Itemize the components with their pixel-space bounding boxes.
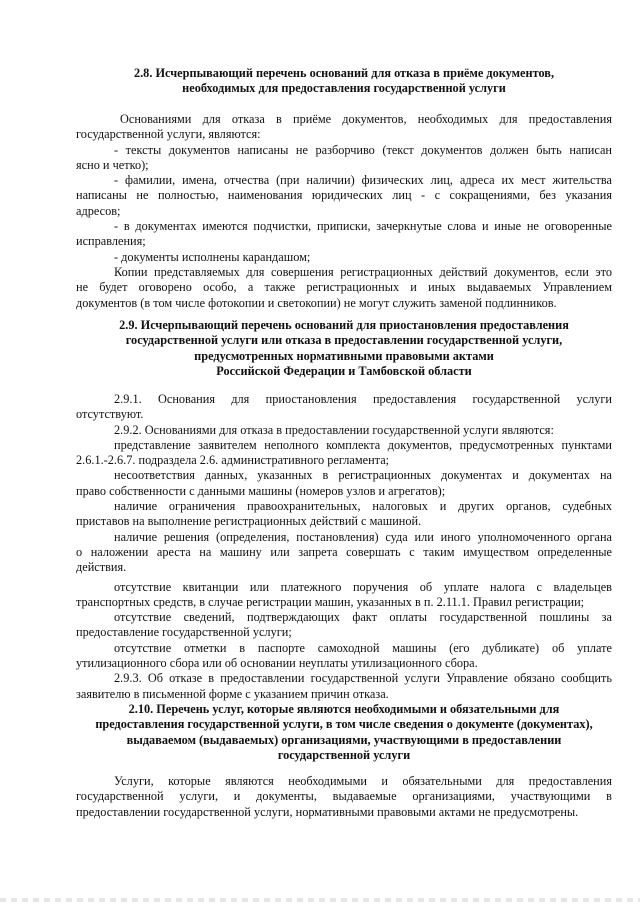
heading-line: необходимых для предоставления государственной услуги xyxy=(182,81,506,96)
paragraph-line: - тексты документов написаны не разборчиво (текст документов должен быть написан xyxy=(114,142,612,157)
paragraph-line: государственной услуги, являются: xyxy=(76,127,261,142)
paragraph-line: - документы исполнены карандашом; xyxy=(114,249,311,264)
paragraph-line: 2.6.1.-2.6.7. подраздела 2.6. административного регламента; xyxy=(76,453,390,468)
paragraph-line: 2.9.2. Основаниями для отказа в предоставлении государственной услуги являются: xyxy=(114,422,554,437)
section-2-8-heading xyxy=(76,66,612,97)
section-2-9-body xyxy=(76,392,612,702)
paragraph-line: несоответствия данных, указанных в регистрационных документах и документах на xyxy=(114,468,612,483)
paragraph-line: исправления; xyxy=(76,234,146,249)
paragraph-line: приставов на выполнение регистрационных действий с машиной. xyxy=(76,514,422,529)
paragraph-line: право собственности с данными машины (номеров узлов и агрегатов); xyxy=(76,483,446,498)
paragraph-line: предоставление государственной услуги; xyxy=(76,625,292,640)
heading-line: предусмотренных нормативными правовыми актами xyxy=(194,348,494,363)
heading-line: выдаваемом (выдаваемых) организациями, участвующими в предоставлении xyxy=(126,732,562,747)
paragraph-line: наличие решения (определения, постановления) суда или иного уполномоченного органа xyxy=(114,529,612,544)
section-2-10-heading xyxy=(76,702,612,763)
paragraph-line: заявителю в письменной форме с указанием причин отказа. xyxy=(76,686,389,701)
section-2-10-body xyxy=(76,774,612,820)
heading-line: 2.9. Исчерпывающий перечень оснований для приостановления предоставления xyxy=(119,318,569,332)
paragraph-line: отсутствие сведений, подтверждающих факт оплаты государственной пошлины за xyxy=(114,610,612,625)
paragraph-line: ясно и четко); xyxy=(76,157,149,172)
paragraph-line: отсутствуют. xyxy=(76,407,144,422)
paragraph-line: не будет оговорено особо, а также регистрационных и иных выдаваемых Управлением xyxy=(76,280,612,295)
paragraph-line: адресов; xyxy=(76,203,121,218)
paragraph-line: 2.9.3. Об отказе в предоставлении государственной услуги Управление обязано сообщить xyxy=(114,671,612,686)
paragraph-line: представление заявителем неполного комплекта документов, предусмотренных пунктами xyxy=(114,437,612,452)
paragraph-line: отсутствие квитанции или платежного поручения об уплате налога с владельцев xyxy=(114,579,612,594)
paragraph-line: государственной услуги, и документы, выдаваемые организациями, участвующими в xyxy=(76,789,612,804)
heading-line: 2.8. Исчерпывающий перечень оснований для отказа в приёме документов, xyxy=(133,66,555,80)
scan-artifact-divider xyxy=(0,898,640,902)
paragraph-line: Услуги, которые являются необходимыми и обязательными для предоставления xyxy=(114,774,612,788)
paragraph-line: - фамилии, имена, отчества (при наличии) физических лиц, адреса их мест жительства xyxy=(114,173,612,188)
paragraph-line: написаны не полностью, наименования юридических лиц - с сокращениями, без указания xyxy=(76,188,612,203)
heading-line: государственной услуги или отказа в предоставлении государственной услуги, xyxy=(125,333,563,348)
paragraph-line: отсутствие отметки в паспорте самоходной машины (его дубликате) об уплате xyxy=(114,640,612,655)
paragraph-line: документов (в том числе фотокопии и светокопии) не могут служить заменой подлинников. xyxy=(76,295,557,310)
paragraph-line: о наложении ареста на машину или запрета совершать с таким имуществом определенные xyxy=(76,544,612,559)
paragraph-line: действия. xyxy=(76,560,127,575)
paragraph-line: 2.9.1. Основания для приостановления предоставления государственной услуги xyxy=(114,392,612,406)
heading-line: государственной услуги xyxy=(277,747,411,762)
paragraph-line: наличие ограничения правоохранительных, налоговых и других органов, судебных xyxy=(114,499,612,514)
paragraph-line: Основаниями для отказа в приёме документов, необходимых для предоставления xyxy=(120,112,612,126)
section-2-8-body xyxy=(76,112,612,311)
heading-line: предоставления государственной услуги, в том числе сведения о документе (документах), xyxy=(95,717,593,732)
paragraph-line: утилизационного сбора или об основании неуплаты утилизационного сбора. xyxy=(76,656,478,671)
paragraph-line: транспортных средств, в случае регистрации машин, указанных в п. 2.11.1. Правил регистрации; xyxy=(76,594,585,609)
heading-line: 2.10. Перечень услуг, которые являются необходимыми и обязательными для xyxy=(128,702,560,716)
paragraph-line: - в документах имеются подчистки, приписки, зачеркнутые слова и иные не оговоренные xyxy=(114,219,612,234)
section-2-9-heading xyxy=(76,318,612,379)
heading-line: Российской Федерации и Тамбовской области xyxy=(216,363,472,378)
paragraph-line: Копии представляемых для совершения регистрационных действий документов, если это xyxy=(114,264,612,279)
paragraph-line: предоставлении государственной услуги, нормативными правовыми актами не предусмотрены. xyxy=(76,804,579,819)
